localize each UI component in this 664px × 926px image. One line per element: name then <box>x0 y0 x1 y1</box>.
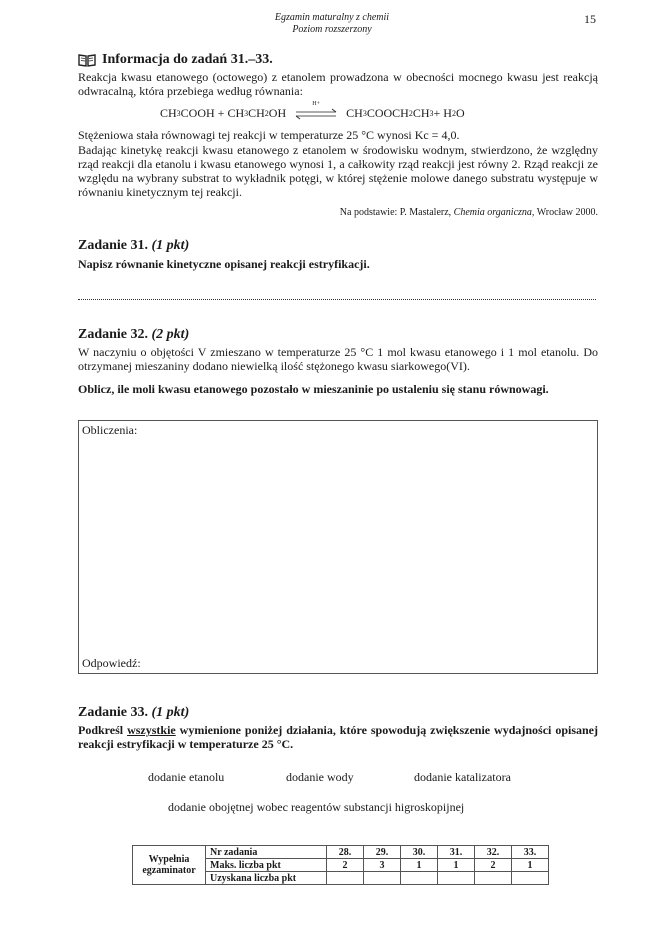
eq-part: CH <box>412 106 430 120</box>
option-ethanol[interactable]: dodanie etanolu <box>148 770 225 784</box>
task-31-instruction: Napisz równanie kinetyczne opisanej reakcji estryfikacji. <box>78 257 370 271</box>
obtained-points-cell[interactable] <box>364 872 401 885</box>
reaction-equation <box>160 100 465 121</box>
score-table <box>132 845 549 885</box>
instr-rest: wymienione poniżej działania, które spowodują zwiększenie wydajności opisanej reakcji estryfikacji w temperaturze 25 °C. <box>78 723 598 751</box>
eq-part: O <box>455 106 465 120</box>
eq-sub: 2 <box>408 109 413 118</box>
eq-part: CH <box>248 106 265 120</box>
eq-part: CH <box>346 106 363 120</box>
task-number-cell: 28. <box>327 846 364 859</box>
max-points-cell: 1 <box>401 859 438 872</box>
eq-sub: 2 <box>451 109 456 118</box>
equilibrium-arrow-icon <box>294 100 338 121</box>
answer-line[interactable] <box>78 298 596 300</box>
row-task-number: Nr zadania <box>206 846 327 859</box>
page-header <box>0 12 664 36</box>
obtained-points-cell[interactable] <box>475 872 512 885</box>
eq-sub: 3 <box>362 109 367 118</box>
row-max-points: Maks. liczba pkt <box>206 859 327 872</box>
eq-part: COOCH <box>366 106 409 120</box>
max-points-cell: 1 <box>438 859 475 872</box>
task-31-heading <box>78 238 189 254</box>
kinetics-text: Badając kinetykę reakcji kwasu etanowego z etanolem w środowisku wodnym, stwierdzono, że względny rząd reakcji dla etanolu i kwasu etanowego wynosi 1, a całkowity rząd reakcji jest równy 2. Rząd reakcji ze względu na wybrany substrat to wykładnik potęgi, w której stężenie molowe danego substratu występuje w równaniu kinetycznym tej reakcji. <box>78 143 598 199</box>
source-citation <box>340 207 598 218</box>
obtained-points-cell[interactable] <box>512 872 549 885</box>
task-32-instruction: Oblicz, ile moli kwasu etanowego pozostało w mieszaninie po ustaleniu się stanu równowagi. <box>78 382 549 396</box>
calculation-box[interactable] <box>78 420 598 674</box>
obtained-points-cell[interactable] <box>438 872 475 885</box>
eq-sub: 3 <box>429 109 434 118</box>
task-33-points: (1 pkt) <box>151 705 190 720</box>
task-32-heading <box>78 327 189 343</box>
task-32-title: Zadanie 32. <box>78 327 149 342</box>
eq-part: CH <box>160 106 177 120</box>
filled-by-examiner-label: Wypełnia egzaminator <box>133 846 206 885</box>
source-prefix: Na podstawie: P. Mastalerz, <box>339 207 454 218</box>
row-obtained-points: Uzyskana liczba pkt <box>206 872 327 885</box>
task-33-title: Zadanie 33. <box>78 705 149 720</box>
source-title: Chemia organiczna <box>453 207 532 218</box>
task-number-cell: 31. <box>438 846 475 859</box>
header-level: Poziom rozszerzony <box>292 24 372 35</box>
eq-part: + H <box>433 106 452 120</box>
eq-sub: 3 <box>176 109 181 118</box>
obtained-points-cell[interactable] <box>401 872 438 885</box>
page-number: 15 <box>584 12 596 26</box>
instr-word: Podkreśl <box>78 723 124 737</box>
max-points-cell: 1 <box>512 859 549 872</box>
task-number-cell: 30. <box>401 846 438 859</box>
task-32-text: W naczyniu o objętości V zmieszano w temperaturze 25 °C 1 mol kwasu etanowego i 1 mol etanolu. Do otrzymanej mieszaniny dodano niewielką ilość stężonego kwasu siarkowego(VI). <box>78 345 598 373</box>
task-number-cell: 33. <box>512 846 549 859</box>
calculation-label: Obliczenia: <box>82 423 138 437</box>
open-book-icon <box>78 53 96 67</box>
task-32-points: (2 pkt) <box>151 327 190 342</box>
eq-sub: 3 <box>244 109 249 118</box>
task-31-title: Zadanie 31. <box>78 238 149 253</box>
task-33-heading <box>78 705 189 721</box>
task-33-instruction <box>78 723 598 751</box>
info-intro: Reakcja kwasu etanowego (octowego) z etanolem prowadzona w obecności mocnego kwasu jest reakcją odwracalną, która przebiega według równania: <box>78 70 598 98</box>
max-points-cell: 2 <box>475 859 512 872</box>
task-number-cell: 32. <box>475 846 512 859</box>
header-exam-name: Egzamin maturalny z chemii <box>274 12 390 23</box>
answer-label: Odpowiedź: <box>82 656 141 670</box>
option-water[interactable]: dodanie wody <box>286 770 354 784</box>
max-points-cell: 2 <box>327 859 364 872</box>
task-31-points: (1 pkt) <box>151 238 190 253</box>
obtained-points-cell[interactable] <box>327 872 364 885</box>
catalyst-label: H+ <box>312 100 320 107</box>
equilibrium-constant-text: Stężeniowa stała równowagi tej reakcji w temperaturze 25 °C wynosi Kc = 4,0. <box>78 128 460 142</box>
task-number-cell: 29. <box>364 846 401 859</box>
option-hygroscopic[interactable]: dodanie obojętnej wobec reagentów substancji higroskopijnej <box>168 800 465 814</box>
eq-sub: 2 <box>264 109 269 118</box>
eq-part: OH <box>268 106 287 120</box>
info-heading <box>78 52 273 68</box>
instr-word-underlined: wszystkie <box>127 723 176 737</box>
option-catalyst[interactable]: dodanie katalizatora <box>414 770 511 784</box>
info-title: Informacja do zadań 31.–33. <box>102 52 273 67</box>
eq-part: COOH + CH <box>180 106 245 120</box>
max-points-cell: 3 <box>364 859 401 872</box>
source-suffix: , Wrocław 2000. <box>531 207 598 218</box>
